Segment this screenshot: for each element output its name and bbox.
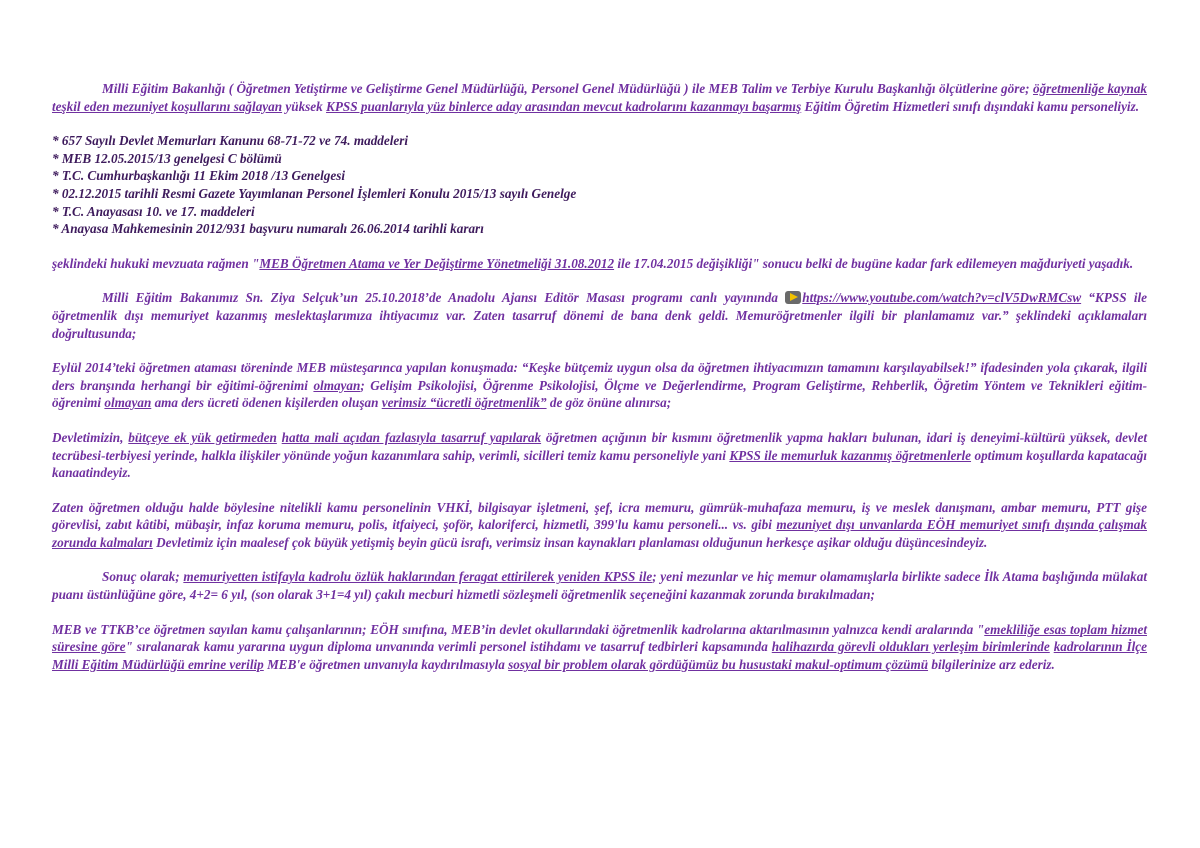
- text: “KPSS ile öğretmenlik dışı memuriyet kazanmış meslektaşlarımıza ihtiyacımız var. Zaten tasarruf dönemi de bana denk geldi. Memuröğretmenler ilgili bir planlamamız var.” şeklindeki açıklamaları doğrultusunda;: [52, 290, 1147, 341]
- underlined-text: KPSS ile memurluk kazanmış öğretmenlerle: [729, 447, 972, 463]
- underlined-text: kadrolarının İlçe Milli Eğitim Müdürlüğü emrine verilip: [52, 639, 1148, 672]
- list-item: * 02.12.2015 tarihli Resmi Gazete Yayımlanan Personel İşlemleri Konulu 2015/13 sayılı Genelge: [52, 185, 577, 201]
- text: Devletimiz için maalesef çok büyük yetişmiş beyin gücü israfı, verimsiz insan kaynakları planlaması olduğunun herkesçe aşikar olduğu düşüncesindeyiz.: [152, 534, 988, 550]
- text: şeklindeki hukuki mevzuata rağmen ": [52, 255, 260, 271]
- regulation-paragraph: [52, 255, 1147, 273]
- list-item: * T.C. Cumhurbaşkanlığı 11 Ekim 2018 /13 Genelgesi: [52, 168, 345, 184]
- text: optimum koşullarda kapatacağı kanaatindeyiz.: [52, 447, 1147, 481]
- personnel-paragraph: [52, 499, 1147, 552]
- underlined-text: verimsiz “ücretli öğretmenlik”: [381, 395, 547, 411]
- text: ile 17.04.2015 değişikliği" sonucu belki de bugüne kadar fark edilemeyen mağduriyeti yaşadık.: [614, 255, 1134, 271]
- text: bilgilerinize arz ederiz.: [928, 656, 1055, 672]
- state-paragraph: [52, 429, 1147, 482]
- underlined-text: bütçeye ek yük getirmeden: [128, 429, 277, 445]
- text: Devletimizin,: [52, 429, 129, 445]
- text: " sıralanarak kamu yararına uygun diploma unvanında verimli personel istihdamı ve tasarruf tedbirleri kapsamında: [125, 639, 772, 655]
- underlined-text: olmayan: [313, 377, 361, 393]
- underlined-text: MEB Öğretmen Atama ve Yer Değiştirme Yönetmeliği 31.08.2012: [259, 255, 615, 271]
- underlined-text: memuriyetten istifayla kadrolu özlük haklarından feragat ettirilerek yeniden KPSS ile: [183, 569, 653, 585]
- underlined-text: öğretmenliğe kaynak teşkil eden mezuniyet koşullarını sağlayan: [52, 81, 1148, 114]
- list-item: * T.C. Anayasası 10. ve 17. maddeleri: [52, 203, 255, 219]
- text: Milli Eğitim Bakanımız Sn. Ziya Selçuk’un 25.10.2018’de Anadolu Ajansı Editör Masası programı canlı yayınında: [102, 290, 786, 306]
- minister-paragraph: [52, 289, 1147, 342]
- video-play-icon[interactable]: [785, 291, 801, 304]
- text: ; Gelişim Psikolojisi, Öğrenme Psikolojisi, Ölçme ve Değerlendirme, Program Geliştirme, Rehberlik, Öğretim Yöntem ve Teknikleri eğitim-öğrenimi: [52, 377, 1147, 411]
- text: ; yeni mezunlar ve hiç memur olamamışlarla birlikte sadece İlk Atama başlığında mülakat puanı üstünlüğüne göre, 4+2= 6 yıl, (son olarak 3+1=4 yıl) çakılı mecburi hizmetli sözleşmeli öğretmenlik seçeneğini kazanmak zorunda bırakılmadan;: [52, 569, 1147, 603]
- conclusion-paragraph: [52, 568, 1147, 603]
- text: MEB ve TTKB’ce öğretmen sayılan kamu çalışanlarının; EÖH sınıfına, MEB’in devlet okullarındaki öğretmenlik kadrolarına aktarılmasının yalnızca kendi aralarında ": [52, 621, 985, 637]
- text: yüksek: [282, 98, 327, 114]
- legislation-list: [52, 132, 1147, 238]
- text: Milli Eğitim Bakanlığı ( Öğretmen Yetiştirme ve Geliştirme Genel Müdürlüğü, Personel Genel Müdürlüğü ) ile MEB Talim ve Terbiye Kurulu Başkanlığı ölçütlerine göre;: [102, 81, 1030, 96]
- underlined-text: emekliliğe esas toplam hizmet süresine göre: [52, 621, 1147, 655]
- text: Zaten öğretmen olduğu halde böylesine nitelikli kamu personelinin VHKİ, bilgisayar işletmeni, şef, icra memuru, gümrük-muhafaza memuru, iş ve meslek danışmanı, ambar memuru, PTT gişe görevlisi, zabıt kâtibi, mübaşir, infaz koruma memuru, polis, itfaiyeci, şoför, kaloriferci, hizmetli, 399'lu kamu personeli... vs. gibi: [52, 499, 1147, 533]
- youtube-link[interactable]: https://www.youtube.com/watch?v=clV5DwRMCsw: [802, 290, 1082, 306]
- list-item: * Anayasa Mahkemesinin 2012/931 başvuru numaralı 26.06.2014 tarihli kararı: [52, 221, 484, 237]
- underlined-text: halihazırda görevli oldukları yerleşim birimlerinde: [771, 639, 1050, 655]
- request-paragraph: [52, 621, 1147, 674]
- underlined-text: sosyal bir problem olarak gördüğümüz bu husustaki makul-optimum çözümü: [508, 656, 929, 672]
- intro-paragraph: [52, 80, 1147, 115]
- underlined-text: olmayan: [104, 395, 152, 411]
- underlined-text: hatta mali açıdan fazlasıyla tasarruf yapılarak: [281, 429, 542, 445]
- text: Eğitim Öğretim Hizmetleri sınıfı dışındaki kamu personeliyiz.: [801, 98, 1140, 114]
- text: de göz önüne alınırsa;: [546, 395, 672, 411]
- underlined-text: mezuniyet dışı unvanlarda EÖH memuriyet sınıfı dışında çalışmak zorunda kalmaları: [52, 517, 1147, 550]
- text: ama ders ücreti ödenen kişilerden oluşan: [151, 395, 382, 411]
- underlined-text: KPSS puanlarıyla yüz binlerce aday arasından mevcut kadrolarını kazanmayı başarmış: [326, 98, 802, 114]
- ceremony-paragraph: [52, 359, 1147, 412]
- list-item: * MEB 12.05.2015/13 genelgesi C bölümü: [52, 150, 282, 166]
- text: öğretmen açığının bir kısmını öğretmenlik yapma hakları bulunan, idari iş deneyimi-kültürü yüksek, devlet tecrübesi-terbiyesi yerinde, halkla ilişkiler yönünde yoğun kazanımlara sahip, verimli, sicilleri temiz kamu personeliyle yani: [52, 429, 1147, 463]
- text: Sonuç olarak;: [102, 569, 184, 585]
- list-item: * 657 Sayılı Devlet Memurları Kanunu 68-71-72 ve 74. maddeleri: [52, 133, 409, 149]
- text: MEB'e öğretmen unvanıyla kaydırılmasıyla: [263, 656, 509, 672]
- document-page: [52, 80, 1147, 673]
- text: Eylül 2014’teki öğretmen ataması töreninde MEB müsteşarınca yapılan konuşmada: “Keşke bütçemiz uygun olsa da öğretmen ihtiyacımızın tamamını karşılayabilsek!” ifadesinden yola çıkarak, ilgili ders branşında herhangi bir eğitimi-öğrenimi: [52, 360, 1147, 393]
